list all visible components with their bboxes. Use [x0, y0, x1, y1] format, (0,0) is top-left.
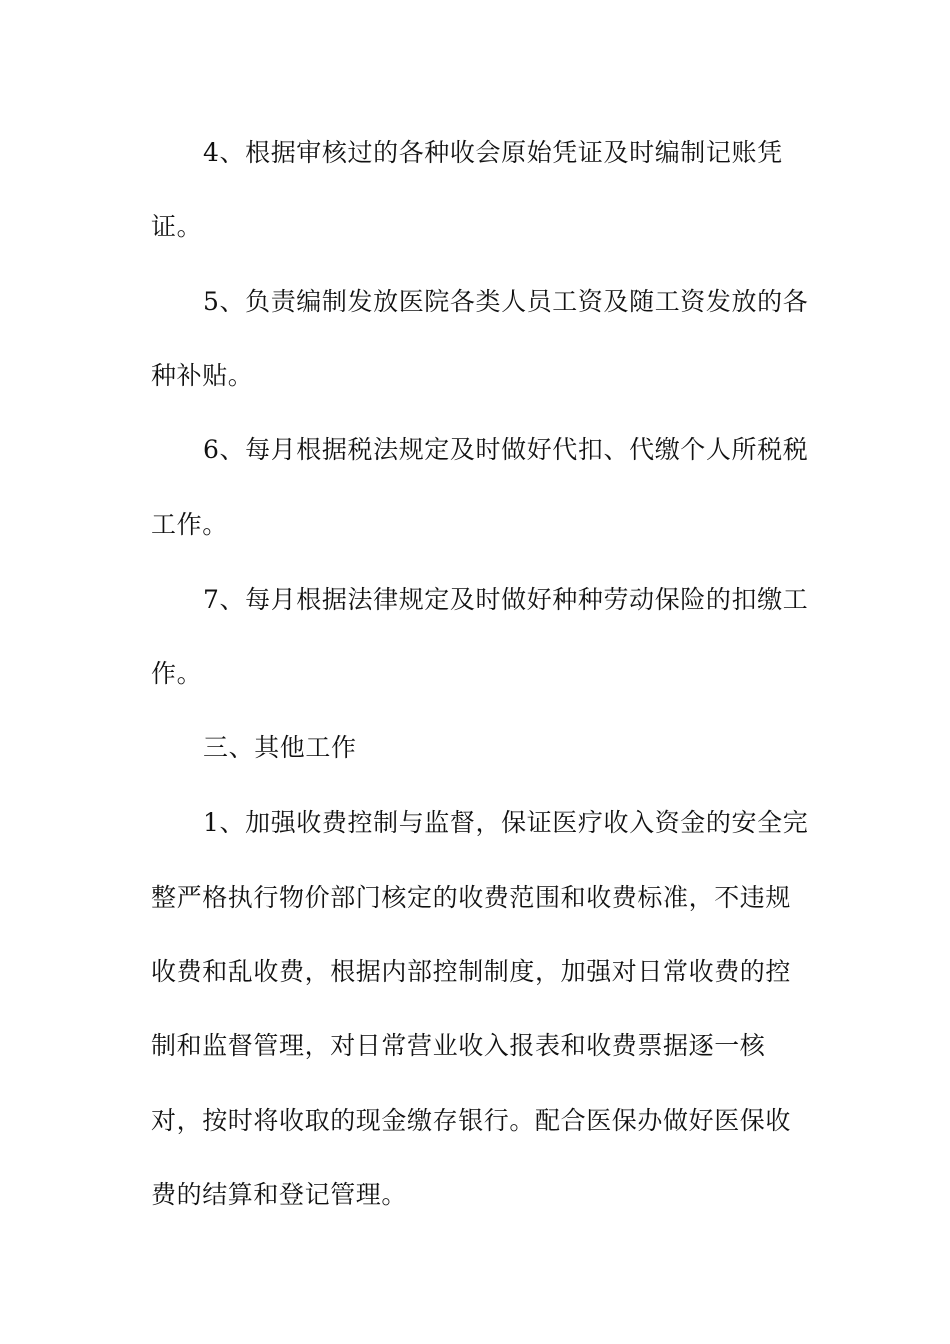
- paragraph-6-line-2: 工作。: [151, 510, 228, 539]
- paragraph-5-line-2: 种补贴。: [151, 361, 254, 390]
- paragraph-1-line-2: 整严格执行物价部门核定的收费范围和收费标准，不违规: [151, 883, 792, 912]
- paragraph-4-line-1: 4、根据审核过的各种收会原始凭证及时编制记账凭: [203, 138, 783, 167]
- paragraph-4-line-2: 证。: [151, 212, 203, 241]
- section-heading: 三、其他工作: [203, 733, 357, 762]
- paragraph-6-line-1: 6、每月根据税法规定及时做好代扣、代缴个人所税税: [203, 435, 809, 464]
- paragraph-1-line-1: 1、加强收费控制与监督，保证医疗收入资金的安全完: [203, 808, 809, 837]
- paragraph-1-line-4: 制和监督管理，对日常营业收入报表和收费票据逐一核: [151, 1031, 766, 1060]
- paragraph-1-line-5: 对，按时将收取的现金缴存银行。配合医保办做好医保收: [151, 1106, 792, 1135]
- paragraph-5-line-1: 5、负责编制发放医院各类人员工资及随工资发放的各: [203, 287, 809, 316]
- paragraph-1-line-6: 费的结算和登记管理。: [151, 1180, 408, 1209]
- paragraph-7-line-1: 7、每月根据法律规定及时做好种种劳动保险的扣缴工: [203, 585, 809, 614]
- paragraph-1-line-3: 收费和乱收费，根据内部控制制度，加强对日常收费的控: [151, 957, 792, 986]
- paragraph-7-line-2: 作。: [151, 659, 203, 688]
